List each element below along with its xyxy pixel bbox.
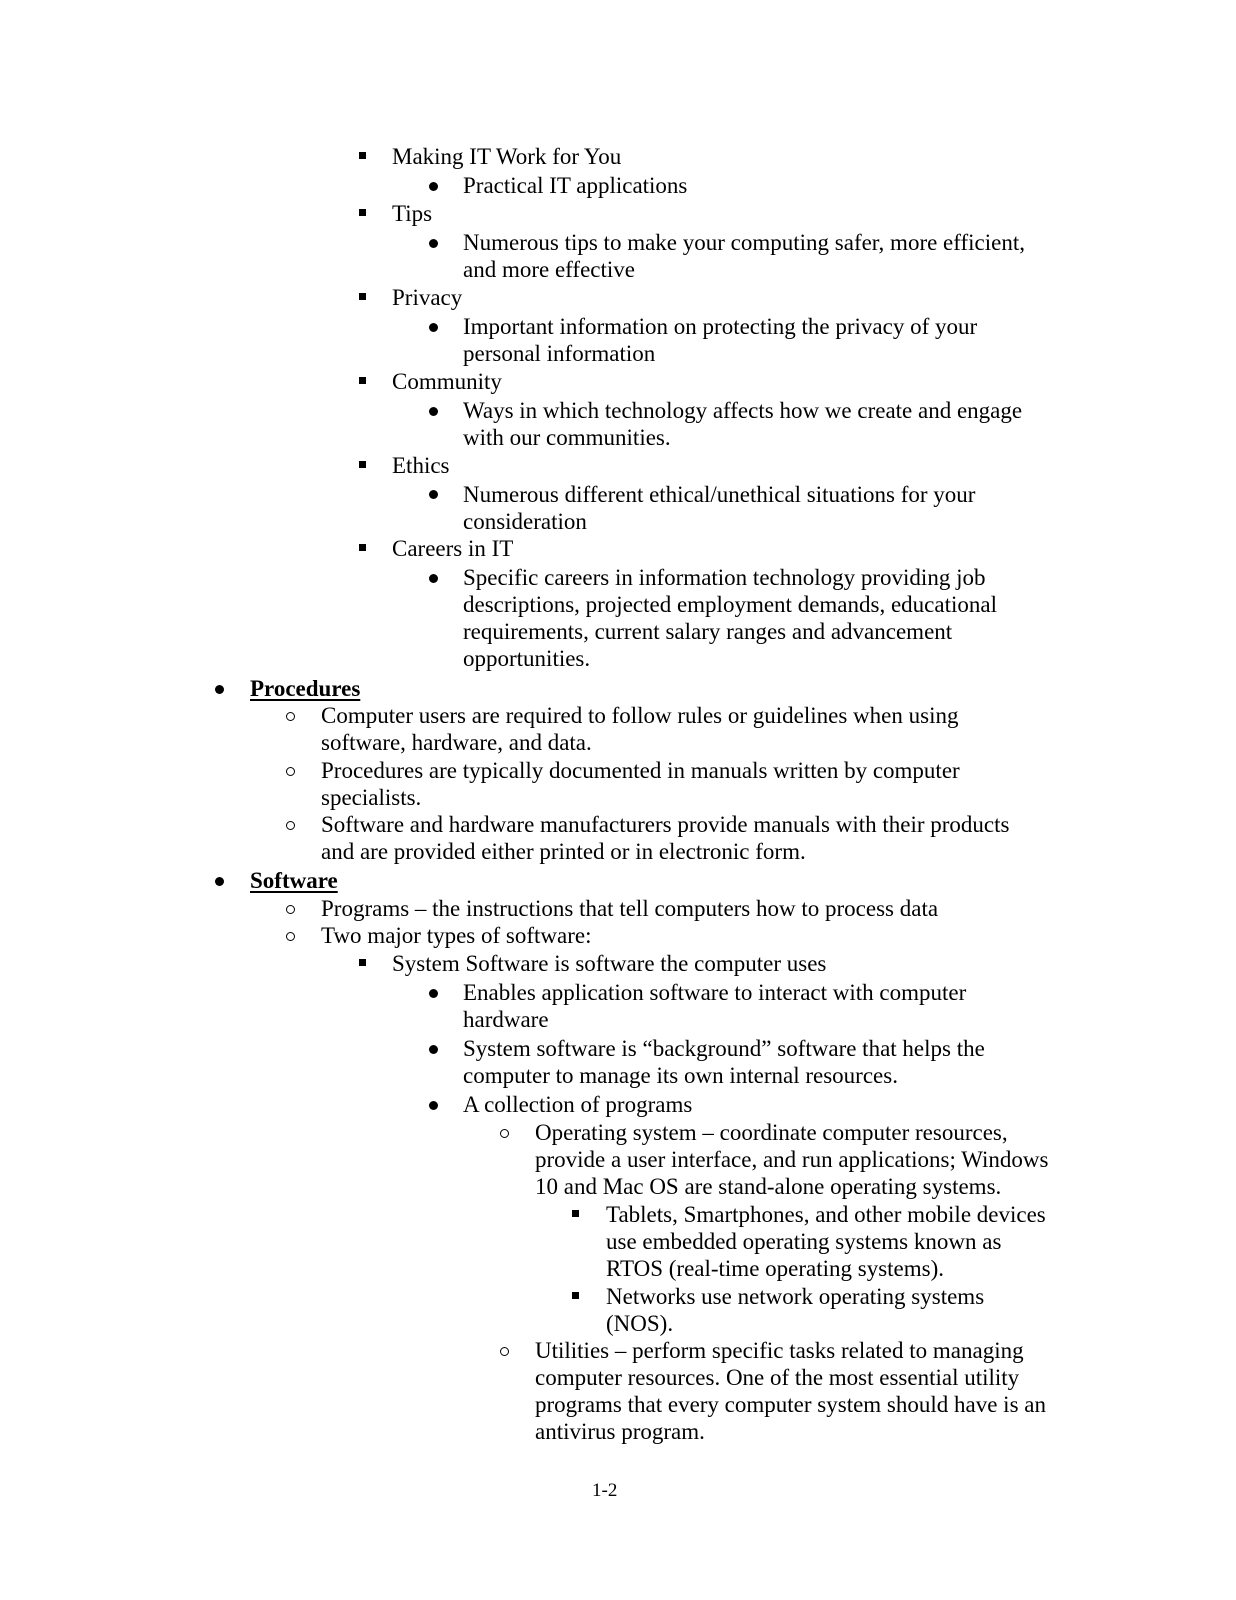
list-item-careers-detail-cont: requirements, current salary ranges and advancement [463,619,953,644]
round-bullet-icon [215,685,224,694]
list-item-tips: Tips [392,201,433,226]
hollow-bullet-icon [286,905,295,914]
list-item-ethics: Ethics [392,453,450,478]
list-item-privacy-detail: Important information on protecting the privacy of your [463,314,978,339]
list-item-enables-cont: hardware [463,1007,549,1032]
square-bullet-icon [359,544,366,551]
list-item-procedures-1-cont: software, hardware, and data. [321,730,592,755]
list-item-two-types: Two major types of software: [321,923,592,948]
list-item-enables: Enables application software to interact with computer [463,980,967,1005]
round-bullet-icon [429,989,438,998]
round-bullet-icon [429,239,438,248]
list-item-embedded-os-cont: RTOS (real-time operating systems). [606,1256,945,1281]
list-item-making-it-work: Making IT Work for You [392,144,622,169]
hollow-bullet-icon [286,767,295,776]
list-item-careers-detail-cont: descriptions, projected employment demands, educational [463,592,997,617]
list-item-network-os: Networks use network operating systems [606,1284,985,1309]
round-bullet-icon [429,407,438,416]
round-bullet-icon [429,1045,438,1054]
list-item-embedded-os: Tablets, Smartphones, and other mobile devices [606,1202,1046,1227]
list-item-operating-system-cont: 10 and Mac OS are stand-alone operating systems. [535,1174,1002,1199]
square-bullet-icon [359,152,366,159]
square-bullet-icon [359,209,366,216]
list-item-ethics-detail-cont: consideration [463,509,587,534]
list-item-practical-it: Practical IT applications [463,173,688,198]
list-item-embedded-os-cont: use embedded operating systems known as [606,1229,1002,1254]
list-item-ethics-detail: Numerous different ethical/unethical situations for your [463,482,976,507]
square-bullet-icon [572,1292,579,1299]
list-item-procedures-3: Software and hardware manufacturers provide manuals with their products [321,812,1010,837]
list-item-programs: Programs – the instructions that tell computers how to process data [321,896,939,921]
list-item-privacy-detail-cont: personal information [463,341,656,366]
list-item-careers-detail: Specific careers in information technology providing job [463,565,986,590]
list-item-operating-system-cont: provide a user interface, and run applications; Windows [535,1147,1049,1172]
list-item-procedures-3-cont: and are provided either printed or in electronic form. [321,839,806,864]
section-heading-procedures: Procedures [250,676,361,701]
square-bullet-icon [359,377,366,384]
list-item-utilities: Utilities – perform specific tasks related to managing [535,1338,1024,1363]
list-item-careers-detail-cont: opportunities. [463,646,591,671]
list-item-careers: Careers in IT [392,536,514,561]
list-item-utilities-cont: antivirus program. [535,1419,705,1444]
list-item-network-os-cont: (NOS). [606,1311,674,1336]
list-item-community: Community [392,369,502,394]
square-bullet-icon [359,461,366,468]
list-item-procedures-2-cont: specialists. [321,785,422,810]
list-item-collection: A collection of programs [463,1092,693,1117]
round-bullet-icon [429,574,438,583]
round-bullet-icon [429,1101,438,1110]
hollow-bullet-icon [286,712,295,721]
list-item-operating-system: Operating system – coordinate computer resources, [535,1120,1008,1145]
square-bullet-icon [359,293,366,300]
list-item-background: System software is “background” software that helps the [463,1036,985,1061]
list-item-background-cont: computer to manage its own internal resources. [463,1063,898,1088]
list-item-utilities-cont: programs that every computer system should have is an [535,1392,1046,1417]
list-item-community-detail-cont: with our communities. [463,425,671,450]
square-bullet-icon [359,959,366,966]
round-bullet-icon [429,490,438,499]
list-item-procedures-1: Computer users are required to follow rules or guidelines when using [321,703,959,728]
section-heading-software: Software [250,868,338,893]
hollow-bullet-icon [500,1129,509,1138]
round-bullet-icon [429,323,438,332]
list-item-community-detail: Ways in which technology affects how we create and engage [463,398,1023,423]
round-bullet-icon [215,877,224,886]
list-item-utilities-cont: computer resources. One of the most essential utility [535,1365,1020,1390]
hollow-bullet-icon [286,821,295,830]
list-item-privacy: Privacy [392,285,463,310]
list-item-procedures-2: Procedures are typically documented in manuals written by computer [321,758,960,783]
hollow-bullet-icon [500,1347,509,1356]
page-number: 1-2 [592,1480,618,1501]
list-item-system-software: System Software is software the computer uses [392,951,827,976]
round-bullet-icon [429,182,438,191]
list-item-tips-detail-cont: and more effective [463,257,635,282]
list-item-tips-detail: Numerous tips to make your computing safer, more efficient, [463,230,1026,255]
square-bullet-icon [572,1210,579,1217]
hollow-bullet-icon [286,932,295,941]
